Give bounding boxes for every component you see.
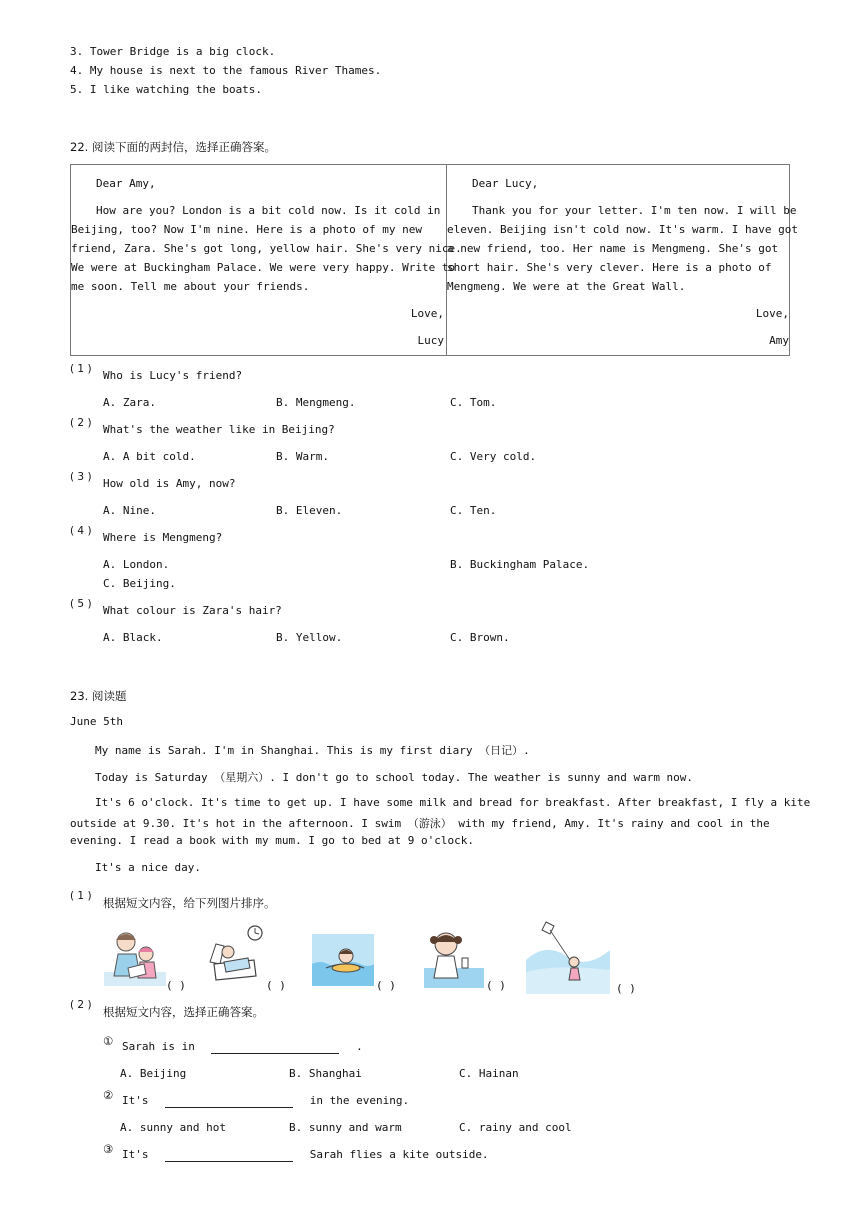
item-2-before: It's bbox=[122, 1094, 149, 1107]
item-2-option-a[interactable]: A. sunny and hot bbox=[120, 1121, 226, 1134]
letters-divider bbox=[446, 165, 447, 355]
q22-1-number: ( 1 ) bbox=[70, 363, 92, 375]
item-1-before: Sarah is in bbox=[122, 1040, 195, 1053]
letter-left-greeting: Dear Amy, bbox=[96, 177, 156, 190]
q22-1-option-b[interactable]: B. Mengmeng. bbox=[276, 396, 356, 409]
q22-1-text: Who is Lucy's friend? bbox=[103, 369, 243, 382]
q22-3-text: How old is Amy, now? bbox=[103, 477, 236, 490]
q23-1-instruction: 根据短文内容，给下列图片排序。 bbox=[103, 896, 276, 910]
q22-2-option-b[interactable]: B. Warm. bbox=[276, 450, 329, 463]
q22-2-option-a[interactable]: A. A bit cold. bbox=[103, 450, 196, 463]
letter-left-line: friend, Zara. She's got long, yellow hair. She's very nice. bbox=[71, 242, 462, 255]
q23-2-number: ( 2 ) bbox=[70, 999, 92, 1011]
diary-paragraph: evening. I read a book with my mum. I go to bed at 9 o'clock. bbox=[70, 834, 474, 847]
letters-table bbox=[70, 164, 798, 356]
swimming-picture bbox=[312, 934, 374, 986]
item-1-after: . bbox=[356, 1040, 363, 1053]
q22-4-number: ( 4 ) bbox=[70, 525, 92, 537]
item-3-blank[interactable] bbox=[165, 1148, 293, 1162]
item-2-option-b[interactable]: B. sunny and warm bbox=[289, 1121, 402, 1134]
q22-4-option-c[interactable]: C. Beijing. bbox=[103, 577, 176, 590]
q22-3-option-a[interactable]: A. Nine. bbox=[103, 504, 156, 517]
circled-number-1: ① bbox=[103, 1034, 114, 1048]
letter-right-signature: Amy bbox=[769, 334, 789, 347]
q22-4-text: Where is Mengmeng? bbox=[103, 531, 223, 544]
item-1-option-b[interactable]: B. Shanghai bbox=[289, 1067, 362, 1080]
q22-2-number: ( 2 ) bbox=[70, 417, 92, 429]
diary-paragraph: It's a nice day. bbox=[95, 861, 201, 874]
item-1-sentence bbox=[122, 1040, 363, 1054]
letter-left-signature: Lucy bbox=[417, 334, 444, 347]
q22-4-option-a[interactable]: A. London. bbox=[103, 558, 170, 571]
letter-right-line: a new friend, too. Her name is Mengmeng. She's got bbox=[447, 242, 779, 255]
q23-title: 23. 阅读题 bbox=[70, 689, 127, 703]
statement-3: 3. Tower Bridge is a big clock. bbox=[70, 45, 276, 58]
q23-2-instruction: 根据短文内容，选择正确答案。 bbox=[103, 1005, 264, 1019]
item-1-option-c[interactable]: C. Hainan bbox=[459, 1067, 519, 1080]
q22-5-text: What colour is Zara's hair? bbox=[103, 604, 282, 617]
item-1-option-a[interactable]: A. Beijing bbox=[120, 1067, 187, 1080]
flying-kite-picture bbox=[526, 920, 610, 994]
reading-with-mum-picture bbox=[104, 928, 166, 988]
q22-2-option-c[interactable]: C. Very cold. bbox=[450, 450, 537, 463]
letter-left-line: How are you? London is a bit cold now. Is it cold in bbox=[96, 204, 441, 217]
q23-1-number: ( 1 ) bbox=[70, 890, 92, 902]
picture-2-answer[interactable]: ( ) bbox=[266, 979, 286, 992]
picture-4-answer[interactable]: ( ) bbox=[486, 979, 506, 992]
q22-title: 22. 阅读下面的两封信，选择正确答案。 bbox=[70, 140, 276, 154]
item-1-blank[interactable] bbox=[211, 1040, 339, 1054]
statement-5: 5. I like watching the boats. bbox=[70, 83, 263, 96]
item-2-option-c[interactable]: C. rainy and cool bbox=[459, 1121, 572, 1134]
item-2-after: in the evening. bbox=[309, 1094, 410, 1107]
letter-left-line: me soon. Tell me about your friends. bbox=[71, 280, 310, 293]
girl-drinking-picture bbox=[424, 928, 484, 988]
q22-1-option-a[interactable]: A. Zara. bbox=[103, 396, 156, 409]
picture-3-answer[interactable]: ( ) bbox=[376, 979, 396, 992]
bed-and-clock-picture bbox=[204, 924, 266, 986]
circled-number-2: ② bbox=[103, 1088, 114, 1102]
q22-4-option-b[interactable]: B. Buckingham Palace. bbox=[450, 558, 590, 571]
q22-5-option-b[interactable]: B. Yellow. bbox=[276, 631, 343, 644]
q22-3-option-c[interactable]: C. Ten. bbox=[450, 504, 497, 517]
diary-paragraph: outside at 9.30. It's hot in the afternoon. I swim （游泳） with my friend, Amy. It's rainy and cool in the bbox=[70, 817, 770, 830]
q22-5-option-c[interactable]: C. Brown. bbox=[450, 631, 510, 644]
letter-right-line: Thank you for your letter. I'm ten now. I will be bbox=[472, 204, 797, 217]
diary-paragraph: Today is Saturday （星期六）. I don't go to school today. The weather is sunny and warm now. bbox=[95, 771, 694, 784]
letter-right-line: short hair. She's very clever. Here is a photo of bbox=[447, 261, 772, 274]
letter-left-line: Beijing, too? Now I'm nine. Here is a photo of my new bbox=[71, 223, 422, 236]
statement-4: 4. My house is next to the famous River Thames. bbox=[70, 64, 382, 77]
letter-left-closing: Love, bbox=[410, 307, 444, 320]
q22-3-number: ( 3 ) bbox=[70, 471, 92, 483]
item-2-blank[interactable] bbox=[165, 1094, 293, 1108]
item-3-before: It's bbox=[122, 1148, 149, 1161]
letter-right-line: eleven. Beijing isn't cold now. It's warm. I have got bbox=[447, 223, 798, 236]
diary-date: June 5th bbox=[70, 715, 123, 728]
q22-1-option-c[interactable]: C. Tom. bbox=[450, 396, 497, 409]
item-3-sentence bbox=[122, 1148, 489, 1162]
q22-5-number: ( 5 ) bbox=[70, 598, 92, 610]
letter-left-line: We were at Buckingham Palace. We were very happy. Write to bbox=[71, 261, 456, 274]
diary-paragraph: It's 6 o'clock. It's time to get up. I have some milk and bread for breakfast. After breakfast, I fly a kite bbox=[95, 796, 811, 809]
letter-right-closing: Love, bbox=[755, 307, 789, 320]
picture-1-answer[interactable]: ( ) bbox=[166, 979, 186, 992]
q22-3-option-b[interactable]: B. Eleven. bbox=[276, 504, 343, 517]
diary-paragraph: My name is Sarah. I'm in Shanghai. This is my first diary （日记）. bbox=[95, 744, 530, 757]
item-3-after: Sarah flies a kite outside. bbox=[309, 1148, 489, 1161]
letter-right-greeting: Dear Lucy, bbox=[472, 177, 539, 190]
picture-5-answer[interactable]: ( ) bbox=[616, 982, 636, 995]
q22-2-text: What's the weather like in Beijing? bbox=[103, 423, 335, 436]
letter-right-line: Mengmeng. We were at the Great Wall. bbox=[447, 280, 686, 293]
q22-5-option-a[interactable]: A. Black. bbox=[103, 631, 163, 644]
circled-number-3: ③ bbox=[103, 1142, 114, 1156]
item-2-sentence bbox=[122, 1094, 409, 1108]
